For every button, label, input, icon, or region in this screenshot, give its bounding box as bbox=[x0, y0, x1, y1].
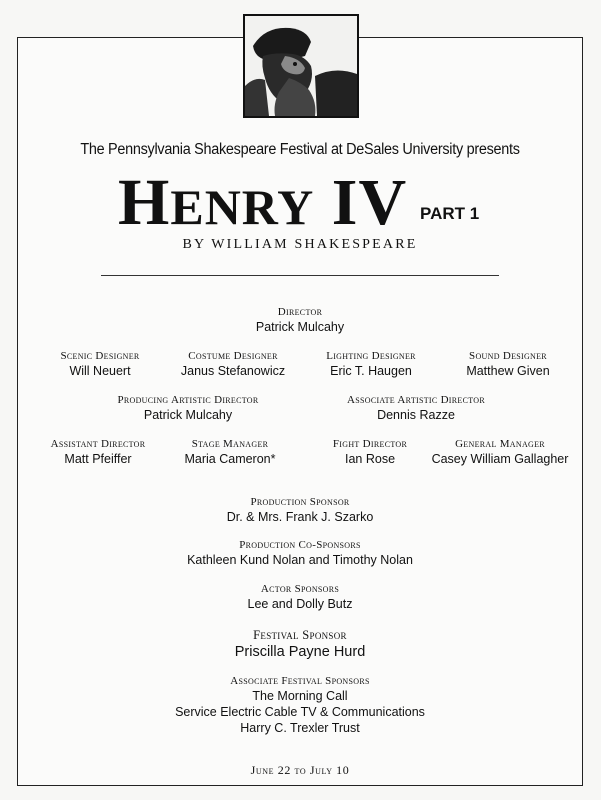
credit-stage-manager bbox=[170, 437, 290, 467]
credit-associate-artistic-director bbox=[326, 393, 506, 423]
credit-costume-designer bbox=[168, 349, 298, 379]
actor-photo-image bbox=[245, 16, 357, 116]
person-name: Patrick Mulcahy bbox=[143, 408, 233, 422]
person-name: Patrick Mulcahy bbox=[255, 320, 345, 334]
credit-director bbox=[200, 305, 400, 335]
title-h: H bbox=[118, 166, 171, 239]
sponsor-name: Dr. & Mrs. Frank J. Szarko bbox=[226, 510, 374, 524]
person-name: Matt Pfeiffer bbox=[64, 452, 132, 466]
sponsor-name: The Morning Call bbox=[252, 689, 348, 703]
credit-general-manager bbox=[428, 437, 572, 467]
sponsor-name: Priscilla Payne Hurd bbox=[234, 644, 366, 660]
role-label: Producing Artistic Director bbox=[117, 394, 259, 406]
role-label: Costume Designer bbox=[188, 350, 278, 362]
person-name: Eric T. Haugen bbox=[330, 364, 412, 378]
role-label: Actor Sponsors bbox=[260, 583, 340, 595]
role-label: Lighting Designer bbox=[326, 350, 416, 362]
actor-sponsors bbox=[150, 582, 450, 612]
festival-sponsor bbox=[150, 627, 450, 661]
role-label: Associate Artistic Director bbox=[347, 394, 485, 406]
credit-lighting-designer bbox=[312, 349, 430, 379]
byline: BY WILLIAM SHAKESPEARE bbox=[182, 237, 418, 252]
role-label: Assistant Director bbox=[50, 438, 146, 450]
part-label: PART 1 bbox=[420, 204, 480, 223]
person-name: Matthew Given bbox=[466, 364, 550, 378]
title-text: HENRY IV bbox=[118, 166, 408, 239]
sponsor-name: Harry C. Trexler Trust bbox=[240, 721, 360, 735]
performance-dates: June 22 to July 10 bbox=[250, 763, 350, 777]
role-label: Production Sponsor bbox=[250, 496, 350, 508]
role-label: Director bbox=[277, 306, 323, 318]
title-enry: ENRY bbox=[170, 179, 315, 235]
person-name: Maria Cameron* bbox=[184, 452, 276, 466]
production-co-sponsors bbox=[150, 538, 450, 568]
role-label: General Manager bbox=[455, 438, 545, 450]
sponsor-name: Kathleen Kund Nolan and Timothy Nolan bbox=[187, 553, 413, 567]
role-label: Fight Director bbox=[332, 438, 408, 450]
person-name: Casey William Gallagher bbox=[431, 452, 569, 466]
credit-producing-artistic-director bbox=[100, 393, 276, 423]
credit-assistant-director bbox=[38, 437, 158, 467]
role-label: Stage Manager bbox=[191, 438, 269, 450]
person-name: Will Neuert bbox=[69, 364, 131, 378]
role-label: Associate Festival Sponsors bbox=[230, 675, 370, 687]
sponsor-name: Service Electric Cable TV & Communications bbox=[175, 705, 425, 719]
actor-photo bbox=[243, 14, 359, 118]
associate-festival-sponsors bbox=[130, 674, 470, 736]
person-name: Ian Rose bbox=[344, 452, 396, 466]
sponsor-name: Lee and Dolly Butz bbox=[247, 597, 353, 611]
production-sponsor bbox=[150, 495, 450, 525]
role-label: Sound Designer bbox=[469, 350, 547, 362]
play-title bbox=[118, 168, 498, 238]
role-label: Production Co-Sponsors bbox=[239, 539, 361, 551]
person-name: Janus Stefanowicz bbox=[180, 364, 286, 378]
person-name: Dennis Razze bbox=[377, 408, 455, 422]
credit-scenic-designer bbox=[40, 349, 160, 379]
divider-rule bbox=[101, 275, 499, 276]
credit-fight-director bbox=[318, 437, 422, 467]
role-label: Scenic Designer bbox=[60, 350, 140, 362]
credit-sound-designer bbox=[448, 349, 568, 379]
presents-line: The Pennsylvania Shakespeare Festival at DeSales University presents bbox=[80, 141, 520, 158]
role-label: Festival Sponsor bbox=[253, 628, 347, 642]
